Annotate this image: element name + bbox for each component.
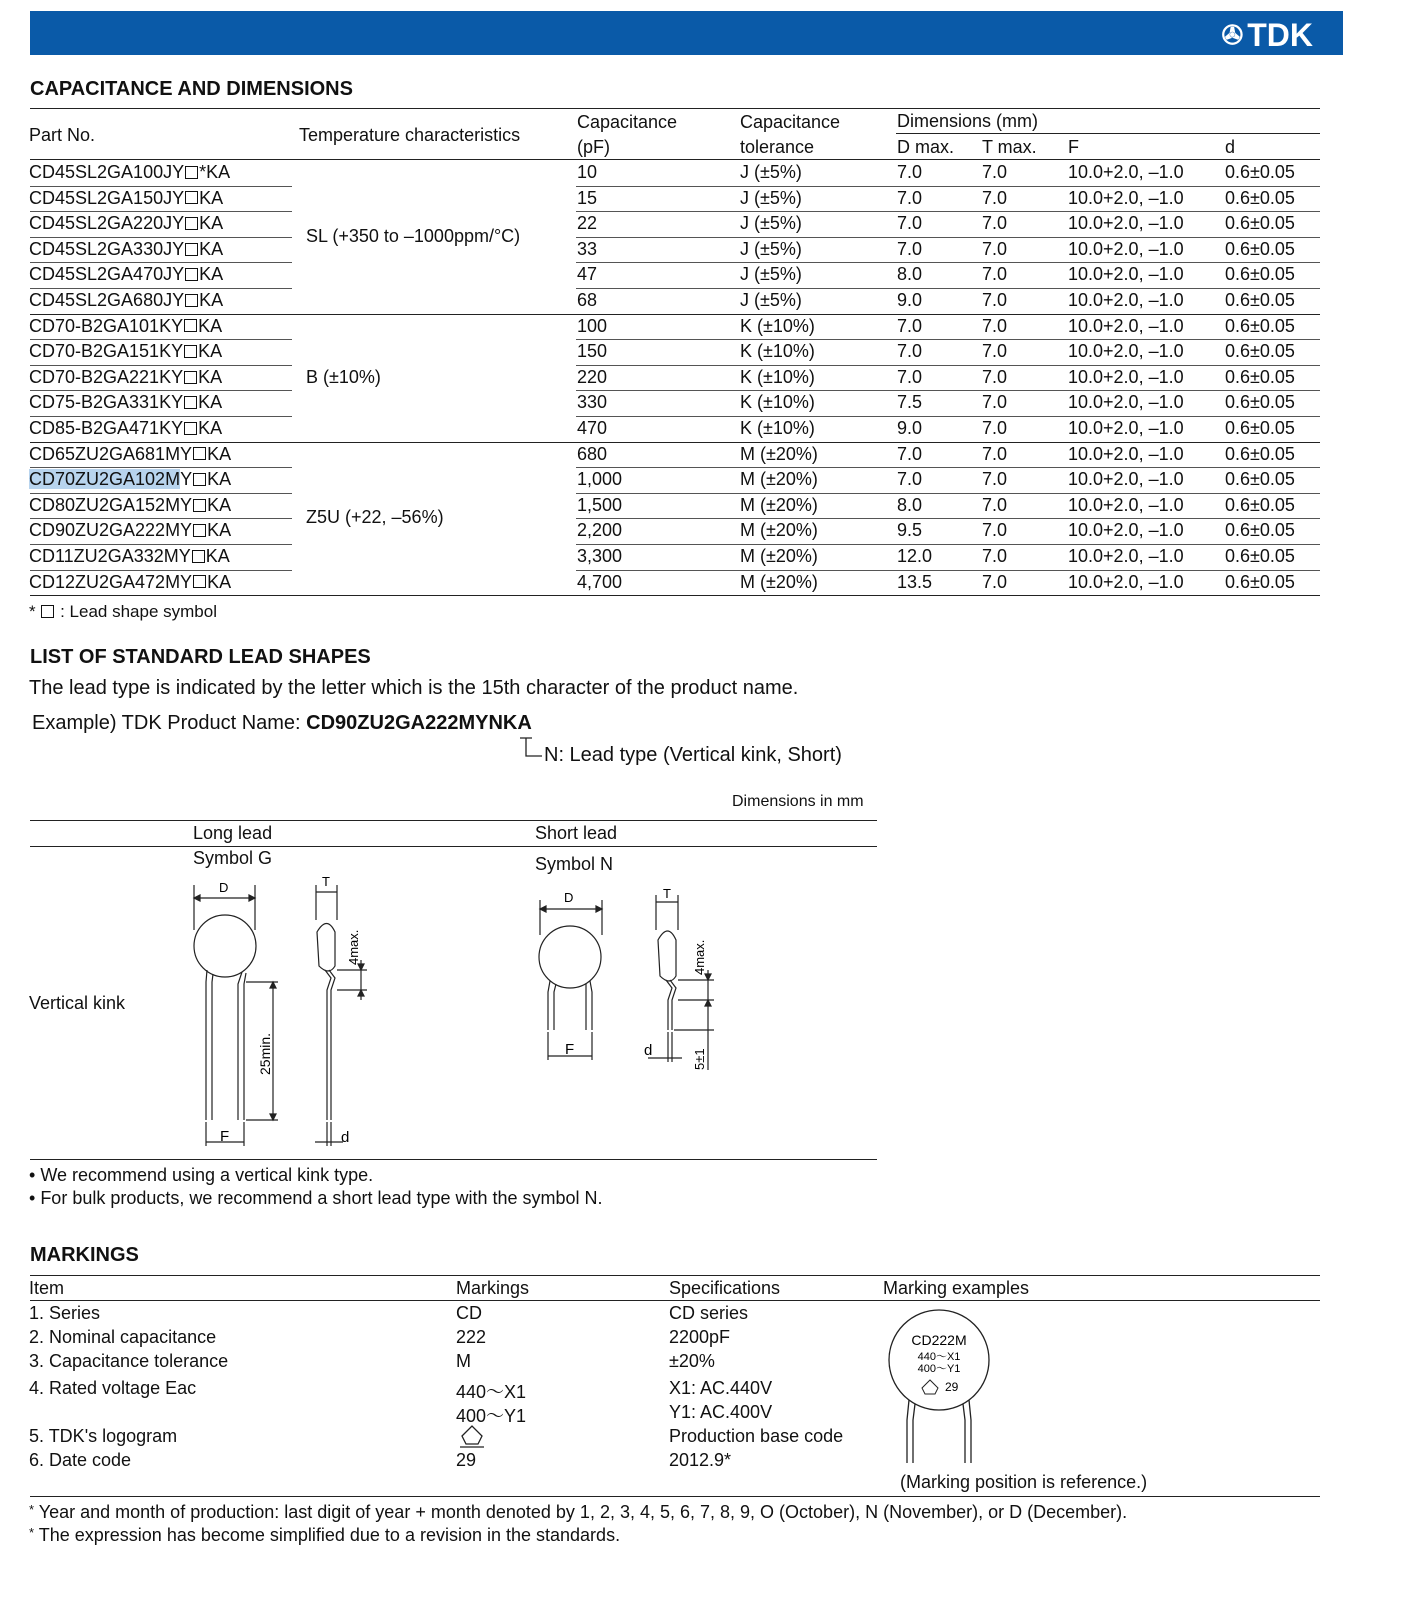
long-dim-4max-label: 4max. — [346, 929, 361, 965]
part-number-suffix: *KA — [199, 162, 231, 182]
row-rule-values — [576, 339, 1320, 340]
tmax-value: 7.0 — [982, 571, 1008, 592]
short-lead-diagram — [530, 880, 630, 1065]
tmax-value: 7.0 — [982, 469, 1008, 490]
long-dim-d-lead-label: d — [341, 1129, 350, 1146]
row-rule-values — [576, 544, 1320, 545]
row-rule-values — [576, 518, 1320, 519]
capacitance-value: 2,200 — [577, 520, 623, 541]
part-number — [29, 546, 230, 567]
long-lead-label: Long lead — [193, 823, 273, 843]
part-number — [29, 572, 231, 593]
marking-spec: Production base code — [669, 1426, 844, 1446]
marking-value: M — [456, 1351, 471, 1372]
long-dim-25min-label: 25min. — [257, 1032, 273, 1075]
example-product-name: CD90ZU2GA222MYNKA — [306, 712, 532, 734]
vertical-kink-label: Vertical kink — [29, 993, 126, 1013]
part-number-base: CD70-B2GA101KY — [29, 315, 184, 336]
long-dim-t-label: T — [322, 874, 330, 889]
lead-symbol-square-icon — [185, 294, 198, 307]
short-dim-d-label: D — [564, 890, 574, 905]
row-rule-part — [30, 544, 292, 545]
group-rule — [30, 442, 1320, 443]
short-lead-side-diagram — [638, 880, 723, 1075]
tdk-logo-icon: ✇ — [1221, 20, 1244, 50]
lead-symbol-footnote — [29, 602, 217, 622]
tolerance-value: M (±20%) — [740, 443, 818, 464]
part-number-base: CD80ZU2GA152MY — [29, 494, 193, 515]
row-rule-values — [576, 570, 1320, 571]
tolerance-value: J (±5%) — [740, 213, 802, 234]
marking-spec: X1: AC.440V — [669, 1377, 773, 1398]
d-value: 0.6±0.05 — [1225, 162, 1295, 182]
part-number — [29, 162, 230, 183]
dmax-value: 9.0 — [897, 418, 923, 438]
part-number-suffix: KA — [198, 341, 223, 362]
d-value: 0.6±0.05 — [1225, 315, 1295, 336]
lead-symbol-square-icon — [193, 575, 206, 588]
row-rule-part — [30, 339, 292, 340]
tdk-brand-text: TDK — [1247, 17, 1313, 53]
col-header-d: d — [1225, 137, 1236, 157]
part-number-base: CD70-B2GA151KY — [29, 341, 184, 362]
d-value: 0.6±0.05 — [1225, 494, 1295, 515]
part-number-suffix: KA — [198, 315, 223, 336]
short-dim-t-label: T — [663, 886, 671, 901]
part-number-suffix: KA — [205, 546, 230, 566]
dmax-value: 7.0 — [897, 162, 923, 182]
part-number-base: CD12ZU2GA472MY — [29, 571, 193, 592]
dmax-value: 7.0 — [897, 469, 923, 490]
dmax-value: 7.0 — [897, 238, 923, 259]
dmax-value: 7.5 — [897, 392, 923, 413]
cap-table-top-rule — [30, 108, 1320, 109]
tmax-value: 7.0 — [982, 213, 1008, 234]
markings-note-1: * Year and month of production: last digit of year + month denoted by 1, 2, 3, 4, 5, 6, 7, 8, 9, O (October), N (November), or D (December). — [29, 1502, 1128, 1522]
part-number — [29, 495, 231, 516]
tolerance-value: M (±20%) — [740, 546, 818, 566]
tolerance-value: K (±10%) — [740, 315, 815, 336]
d-value: 0.6±0.05 — [1225, 546, 1295, 566]
dmax-value: 7.0 — [897, 187, 923, 208]
example-line-1: CD222M — [911, 1332, 967, 1348]
capacitance-value: 680 — [577, 443, 608, 464]
part-number-base: CD45SL2GA680JY — [29, 290, 185, 310]
marking-item: 5. TDK's logogram — [29, 1426, 178, 1446]
part-number — [29, 239, 223, 260]
part-number-rest: Y — [180, 469, 193, 490]
marking-value: 222 — [456, 1327, 487, 1348]
lead-example — [32, 712, 532, 735]
d-value: 0.6±0.05 — [1225, 187, 1295, 208]
marking-item: 2. Nominal capacitance — [29, 1327, 217, 1348]
f-value: 10.0+2.0, –1.0 — [1068, 315, 1184, 336]
part-number-base: CD85-B2GA471KY — [29, 418, 184, 438]
col-header-tol-2: tolerance — [740, 137, 815, 157]
dmax-value: 12.0 — [897, 546, 933, 566]
markings-note-1-text: Year and month of production: last digit of year + month denoted by 1, 2, 3, 4, 5, 6, 7, 8, 9, O (October), N (November), or D (December). — [38, 1502, 1128, 1522]
col-header-cap-2: (pF) — [577, 137, 610, 157]
tmax-value: 7.0 — [982, 443, 1008, 464]
capacitance-value: 68 — [577, 290, 598, 310]
lead-table-top-rule — [30, 820, 877, 821]
short-lead-label: Short lead — [535, 823, 618, 843]
f-value: 10.0+2.0, –1.0 — [1068, 469, 1184, 490]
example-line-4: 29 — [945, 1380, 959, 1394]
part-number-base: CD45SL2GA100JY — [29, 162, 185, 182]
d-value: 0.6±0.05 — [1225, 366, 1295, 387]
dmax-value: 9.5 — [897, 520, 923, 541]
lead-symbol-square-icon — [184, 422, 197, 435]
part-number-suffix: KA — [199, 264, 224, 285]
tolerance-value: J (±5%) — [740, 264, 802, 285]
marking-example-diagram — [885, 1308, 995, 1470]
part-number-selected: CD70ZU2GA102M — [29, 469, 181, 490]
row-rule-part — [30, 467, 292, 468]
lead-symbol-square-icon — [185, 191, 198, 204]
capacitance-value: 15 — [577, 187, 598, 208]
part-number-suffix: KA — [207, 571, 232, 592]
lead-symbol-square-icon — [184, 396, 197, 409]
d-value: 0.6±0.05 — [1225, 571, 1295, 592]
f-value: 10.0+2.0, –1.0 — [1068, 520, 1184, 541]
marking-spec: CD series — [669, 1303, 749, 1323]
short-dim-d-lead-label: d — [644, 1042, 653, 1059]
dmax-value: 8.0 — [897, 494, 923, 515]
dimensions-note: Dimensions in mm — [732, 793, 864, 810]
f-value: 10.0+2.0, –1.0 — [1068, 366, 1184, 387]
part-number — [29, 290, 223, 311]
group-rule — [30, 314, 1320, 315]
part-number-suffix: KA — [198, 392, 223, 413]
temp-characteristic: Z5U (+22, –56%) — [306, 507, 444, 528]
part-number-suffix: KA — [198, 418, 223, 438]
dmax-value: 8.0 — [897, 264, 923, 285]
tmax-value: 7.0 — [982, 341, 1008, 362]
capacitance-value: 10 — [577, 162, 598, 182]
tolerance-value: K (±10%) — [740, 418, 815, 438]
part-number-suffix: KA — [207, 494, 232, 515]
part-number-base: CD75-B2GA331KY — [29, 392, 184, 413]
lead-symbol-square-icon — [185, 268, 198, 281]
tolerance-value: M (±20%) — [740, 520, 818, 541]
tolerance-value: J (±5%) — [740, 290, 802, 310]
dmax-value: 13.5 — [897, 571, 933, 592]
long-dim-f-label: F — [220, 1128, 230, 1145]
lead-bullet-2: • For bulk products, we recommend a short lead type with the symbol N. — [29, 1188, 603, 1209]
row-rule-values — [576, 416, 1320, 417]
part-number — [29, 469, 231, 490]
d-value: 0.6±0.05 — [1225, 238, 1295, 259]
row-rule-part — [30, 416, 292, 417]
marking-spec: 2200pF — [669, 1327, 731, 1348]
markings-header-item: Item — [29, 1278, 65, 1298]
capacitance-value: 1,500 — [577, 494, 623, 515]
lead-symbol-square-icon — [184, 371, 197, 384]
tmax-value: 7.0 — [982, 520, 1008, 541]
part-number-base: CD11ZU2GA332MY — [29, 546, 191, 566]
group-rule — [30, 595, 1320, 596]
capacitance-value: 100 — [577, 315, 608, 336]
row-rule-part — [30, 211, 292, 212]
f-value: 10.0+2.0, –1.0 — [1068, 392, 1184, 413]
example-line-2: 440～X1 — [917, 1351, 961, 1363]
symbol-n-label: Symbol N — [535, 854, 614, 874]
tolerance-value: K (±10%) — [740, 392, 815, 413]
long-lead-side-diagram — [295, 870, 385, 1155]
d-value: 0.6±0.05 — [1225, 469, 1295, 490]
row-rule-values — [576, 186, 1320, 187]
part-number-suffix: KA — [199, 187, 224, 208]
marking-value: 29 — [456, 1450, 477, 1471]
lead-symbol-square-icon — [184, 345, 197, 358]
capacitance-value: 33 — [577, 238, 598, 259]
f-value: 10.0+2.0, –1.0 — [1068, 238, 1184, 259]
short-dim-5pm1-label: 5±1 — [692, 1048, 707, 1070]
lead-symbol-square-icon — [193, 473, 206, 486]
lead-symbol-square-icon — [184, 319, 197, 332]
temp-characteristic: B (±10%) — [306, 366, 381, 387]
f-value: 10.0+2.0, –1.0 — [1068, 571, 1184, 592]
markings-note-2: * The expression has become simplified due to a revision in the standards. — [29, 1525, 621, 1545]
lead-section-title: LIST OF STANDARD LEAD SHAPES — [30, 646, 371, 668]
tdk-logo — [1221, 17, 1313, 54]
capacitance-value: 470 — [577, 418, 608, 438]
lead-symbol-square-icon — [41, 605, 54, 618]
marking-value: CD — [456, 1303, 482, 1323]
row-rule-part — [30, 390, 292, 391]
f-value: 10.0+2.0, –1.0 — [1068, 494, 1184, 515]
col-header-tmax: T max. — [982, 137, 1037, 157]
f-value: 10.0+2.0, –1.0 — [1068, 418, 1184, 438]
f-value: 10.0+2.0, –1.0 — [1068, 290, 1184, 310]
lead-symbol-square-icon — [193, 499, 206, 512]
tolerance-value: M (±20%) — [740, 469, 818, 490]
part-number-suffix: KA — [199, 213, 224, 234]
dmax-value: 7.0 — [897, 366, 923, 387]
marking-item: 4. Rated voltage Eac — [29, 1377, 197, 1398]
tolerance-value: K (±10%) — [740, 341, 815, 362]
part-number — [29, 213, 223, 234]
f-value: 10.0+2.0, –1.0 — [1068, 213, 1184, 234]
capacitance-value: 3,300 — [577, 546, 623, 566]
row-rule-values — [576, 211, 1320, 212]
markings-note-2-text: The expression has become simplified due to a revision in the standards. — [38, 1525, 621, 1545]
tmax-value: 7.0 — [982, 494, 1008, 515]
d-value: 0.6±0.05 — [1225, 418, 1295, 438]
marking-item: 3. Capacitance tolerance — [29, 1351, 229, 1372]
col-header-temp: Temperature characteristics — [299, 125, 521, 145]
markings-top-rule — [30, 1275, 1320, 1276]
tolerance-value: J (±5%) — [740, 162, 802, 182]
example-prefix: Example) TDK Product Name: — [32, 712, 307, 734]
d-value: 0.6±0.05 — [1225, 290, 1295, 310]
tmax-value: 7.0 — [982, 290, 1008, 310]
tmax-value: 7.0 — [982, 366, 1008, 387]
row-rule-part — [30, 262, 292, 263]
markings-bottom-rule — [30, 1496, 1320, 1497]
d-value: 0.6±0.05 — [1225, 213, 1295, 234]
row-rule-values — [576, 288, 1320, 289]
dmax-value: 7.0 — [897, 315, 923, 336]
temp-characteristic: SL (+350 to –1000ppm/°C) — [306, 225, 521, 246]
capacitance-value: 220 — [577, 366, 608, 387]
f-value: 10.0+2.0, –1.0 — [1068, 443, 1184, 464]
part-number — [29, 316, 222, 337]
part-number-base: CD45SL2GA220JY — [29, 213, 185, 234]
part-number-base: CD65ZU2GA681MY — [29, 443, 193, 464]
f-value: 10.0+2.0, –1.0 — [1068, 546, 1184, 566]
lead-symbol-square-icon — [185, 166, 198, 179]
f-value: 10.0+2.0, –1.0 — [1068, 162, 1184, 182]
row-rule-values — [576, 262, 1320, 263]
part-number — [29, 367, 222, 388]
part-number-base: CD45SL2GA470JY — [29, 264, 185, 285]
part-number — [29, 520, 231, 541]
marking-spec: 2012.9* — [669, 1450, 732, 1471]
marking-item: 6. Date code — [29, 1450, 132, 1471]
markings-header-examples: Marking examples — [883, 1278, 1030, 1298]
example-line-3: 400～Y1 — [917, 1363, 961, 1375]
dmax-value: 7.0 — [897, 341, 923, 362]
markings-header-specs: Specifications — [669, 1278, 781, 1298]
dmax-value: 7.0 — [897, 443, 923, 464]
markings-header-markings: Markings — [456, 1278, 530, 1298]
marking-example-caption: (Marking position is reference.) — [900, 1472, 1148, 1492]
d-value: 0.6±0.05 — [1225, 392, 1295, 413]
part-number-suffix: KA — [199, 290, 224, 310]
lead-intro: The lead type is indicated by the letter which is the 15th character of the product name. — [29, 677, 799, 699]
col-header-cap-1: Capacitance — [577, 112, 678, 132]
part-number-suffix: KA — [207, 443, 232, 464]
col-header-tol-1: Capacitance — [740, 112, 841, 132]
tolerance-value: M (±20%) — [740, 571, 818, 592]
part-number-base: CD90ZU2GA222MY — [29, 520, 193, 541]
capacitance-value: 150 — [577, 341, 608, 362]
part-number-suffix: KA — [199, 238, 224, 259]
tmax-value: 7.0 — [982, 315, 1008, 336]
col-header-f: F — [1068, 137, 1079, 157]
short-dim-f-label: F — [565, 1041, 575, 1058]
d-value: 0.6±0.05 — [1225, 264, 1295, 285]
lead-symbol-square-icon — [193, 447, 206, 460]
tmax-value: 7.0 — [982, 546, 1008, 566]
row-rule-values — [576, 493, 1320, 494]
lead-symbol-square-icon — [185, 243, 198, 256]
part-number-suffix: KA — [198, 366, 223, 387]
lead-symbol-square-icon — [185, 217, 198, 230]
footnote-text: : Lead shape symbol — [60, 602, 217, 621]
dmax-value: 9.0 — [897, 290, 923, 310]
d-value: 0.6±0.05 — [1225, 443, 1295, 464]
row-rule-values — [576, 365, 1320, 366]
row-rule-values — [576, 390, 1320, 391]
tmax-value: 7.0 — [982, 162, 1008, 182]
markings-header-rule — [30, 1300, 1320, 1301]
markings-title: MARKINGS — [30, 1244, 139, 1266]
row-rule-part — [30, 518, 292, 519]
part-number-base: CD45SL2GA150JY — [29, 187, 185, 208]
tmax-value: 7.0 — [982, 418, 1008, 438]
marking-value: 400～Y1 — [456, 1405, 527, 1426]
tdk-logogram-icon — [458, 1422, 486, 1448]
dmax-value: 7.0 — [897, 213, 923, 234]
d-value: 0.6±0.05 — [1225, 341, 1295, 362]
dims-header-rule — [896, 133, 1320, 134]
row-rule-values — [576, 467, 1320, 468]
row-rule-part — [30, 237, 292, 238]
capacitance-value: 330 — [577, 392, 608, 413]
row-rule-part — [30, 288, 292, 289]
row-rule-values — [576, 237, 1320, 238]
short-dim-4max-label: 4max. — [692, 939, 707, 975]
marking-spec: Y1: AC.400V — [669, 1401, 773, 1422]
capacitance-value: 4,700 — [577, 571, 623, 592]
capacitance-value: 22 — [577, 213, 598, 234]
tolerance-value: J (±5%) — [740, 187, 802, 208]
lead-table-bottom-rule — [30, 1159, 877, 1160]
part-number — [29, 418, 222, 439]
tmax-value: 7.0 — [982, 187, 1008, 208]
f-value: 10.0+2.0, –1.0 — [1068, 187, 1184, 208]
d-value: 0.6±0.05 — [1225, 520, 1295, 541]
part-number — [29, 341, 222, 362]
col-header-part-no: Part No. — [29, 125, 96, 145]
tmax-value: 7.0 — [982, 264, 1008, 285]
part-number — [29, 264, 223, 285]
cap-section-title: CAPACITANCE AND DIMENSIONS — [30, 78, 353, 100]
long-dim-d-label: D — [219, 880, 229, 895]
row-rule-part — [30, 493, 292, 494]
marking-item: 1. Series — [29, 1303, 101, 1323]
col-header-dmax: D max. — [897, 137, 955, 157]
tolerance-value: K (±10%) — [740, 366, 815, 387]
symbol-g-label: Symbol G — [193, 848, 273, 868]
part-number-base: CD70-B2GA221KY — [29, 366, 184, 387]
cap-table-header-rule — [30, 159, 1320, 160]
col-header-dims: Dimensions (mm) — [897, 111, 1039, 131]
row-rule-part — [30, 186, 292, 187]
example-note: N: Lead type (Vertical kink, Short) — [544, 744, 842, 766]
f-value: 10.0+2.0, –1.0 — [1068, 264, 1184, 285]
part-number-suffix: KA — [207, 520, 232, 541]
capacitance-value: 47 — [577, 264, 598, 285]
lead-symbol-square-icon — [193, 524, 206, 537]
lead-bullet-1: • We recommend using a vertical kink type. — [29, 1165, 373, 1186]
header-banner — [30, 11, 1343, 55]
tmax-value: 7.0 — [982, 392, 1008, 413]
part-number-suffix: KA — [207, 469, 232, 490]
capacitance-value: 1,000 — [577, 469, 623, 490]
row-rule-part — [30, 365, 292, 366]
tmax-value: 7.0 — [982, 238, 1008, 259]
lead-table-header-rule — [30, 846, 877, 847]
part-number — [29, 444, 231, 465]
tolerance-value: M (±20%) — [740, 494, 818, 515]
f-value: 10.0+2.0, –1.0 — [1068, 341, 1184, 362]
lead-symbol-square-icon — [192, 550, 205, 563]
part-number — [29, 188, 223, 209]
row-rule-part — [30, 570, 292, 571]
footnote-star: * — [29, 602, 36, 621]
tolerance-value: J (±5%) — [740, 238, 802, 259]
part-number-base: CD45SL2GA330JY — [29, 238, 185, 259]
marking-spec: ±20% — [669, 1351, 715, 1372]
part-number — [29, 392, 222, 413]
marking-value: 440～X1 — [456, 1381, 527, 1402]
